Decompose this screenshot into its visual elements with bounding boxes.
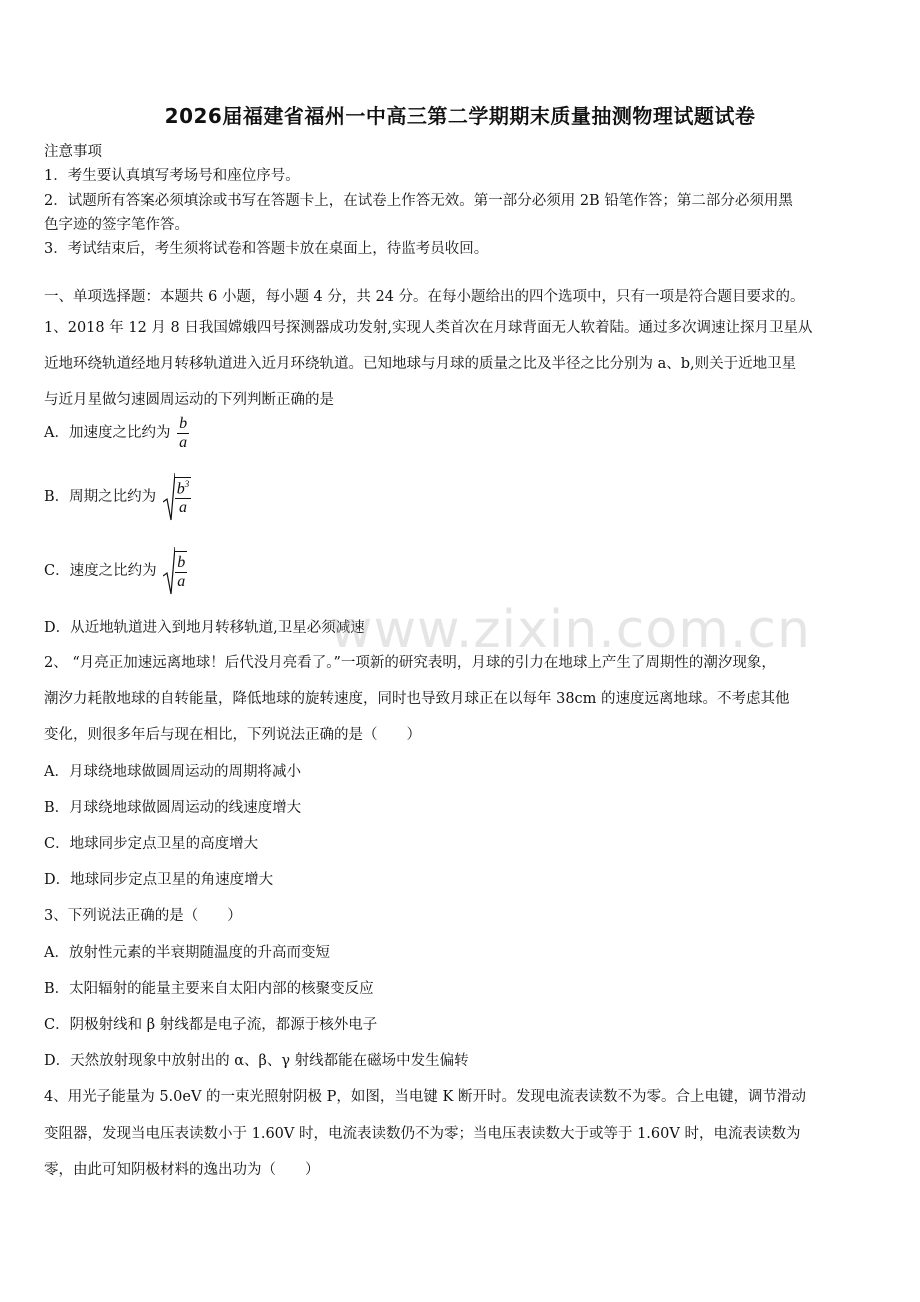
notes-heading: 注意事项 [44,144,102,160]
q3-option-d: D．天然放射现象中放射出的 α、β、γ 射线都能在磁场中发生偏转 [44,1053,469,1069]
section-heading: 一、单项选择题：本题共 6 小题，每小题 4 分，共 24 分。在每小题给出的四个选项中，只有一项是符合题目要求的。 [44,289,805,305]
radical-sign-icon [163,472,175,522]
sqrt-b-over-a: $\frac{b}{a}$ [163,546,187,596]
q3-option-c: C．阴极射线和 β 射线都是电子流，都源于核外电子 [44,1017,378,1033]
note-item: 3．考试结束后，考生须将试卷和答题卡放在桌面上，待监考员收回。 [44,241,489,257]
option-label: C．速度之比约为 [44,563,157,579]
sqrt-b3-over-a: $\frac{b^3}{a}$ [163,472,192,522]
q4-stem-line: 变阻器，发现当电压表读数小于 1.60V 时，电流表读数仍不为零；当电压表读数大于或等于 1.60V 时，电流表读数为 [44,1126,801,1142]
q2-option-c: C．地球同步定点卫星的高度增大 [44,836,259,852]
q1-stem-line: 近地环绕轨道经地月转移轨道进入近月环绕轨道。已知地球与月球的质量之比及半径之比分别为 a、b,则关于近地卫星 [44,356,797,372]
q1-option-a [44,415,189,451]
q2-option-a: A．月球绕地球做圆周运动的周期将减小 [44,764,301,780]
q1-stem-line: 与近月星做匀速圆周运动的下列判断正确的是 [44,392,334,408]
watermark: www.zixin.com.cn [330,600,811,660]
q1-option-c [44,546,187,596]
q2-option-b: B．月球绕地球做圆周运动的线速度增大 [44,800,302,816]
q3-stem: 3、下列说法正确的是（ ） [44,908,242,924]
option-label: A．加速度之比约为 [44,425,171,442]
q4-stem-line: 4、用光子能量为 5.0eV 的一束光照射阴极 P，如图，当电键 K 断开时。发现电流表读数不为零。合上电键，调节滑动 [44,1089,806,1105]
page-title: 2026届福建省福州一中高三第二学期期末质量抽测物理试题试卷 [164,104,756,128]
q3-option-a: A．放射性元素的半衰期随温度的升高而变短 [44,945,330,961]
q3-option-b: B．太阳辐射的能量主要来自太阳内部的核聚变反应 [44,981,374,997]
q1-option-b [44,472,191,522]
q4-stem-line: 零，由此可知阴极材料的逸出功为（ ） [44,1162,320,1178]
option-label: B．周期之比约为 [44,489,157,505]
q1-stem-line: 1、2018 年 12 月 8 日我国嫦娥四号探测器成功发射,实现人类首次在月球背面无人软着陆。通过多次调速让探月卫星从 [44,320,813,336]
q2-stem-line: 2、 “月亮正加速远离地球！后代没月亮看了。”一项新的研究表明，月球的引力在地球上产生了周期性的潮汐现象， [44,655,776,671]
q2-stem-line: 潮汐力耗散地球的自转能量，降低地球的旋转速度，同时也导致月球正在以每年 38cm 的速度远离地球。不考虑其他 [44,691,790,707]
q2-stem-line: 变化，则很多年后与现在相比，下列说法正确的是（ ） [44,727,421,743]
note-item: 2．试题所有答案必须填涂或书写在答题卡上，在试卷上作答无效。第一部分必须用 2B 铅笔作答；第二部分必须用黑 [44,193,793,209]
q1-option-d: D．从近地轨道进入到地月转移轨道,卫星必须减速 [44,620,365,636]
note-item: 色字迹的签字笔作答。 [44,217,189,233]
note-item: 1．考生要认真填写考场号和座位序号。 [44,168,300,184]
q2-option-d: D．地球同步定点卫星的角速度增大 [44,872,274,888]
fraction-b-over-a: $\frac{b}{a}$ [179,415,188,451]
radical-sign-icon [163,546,175,596]
